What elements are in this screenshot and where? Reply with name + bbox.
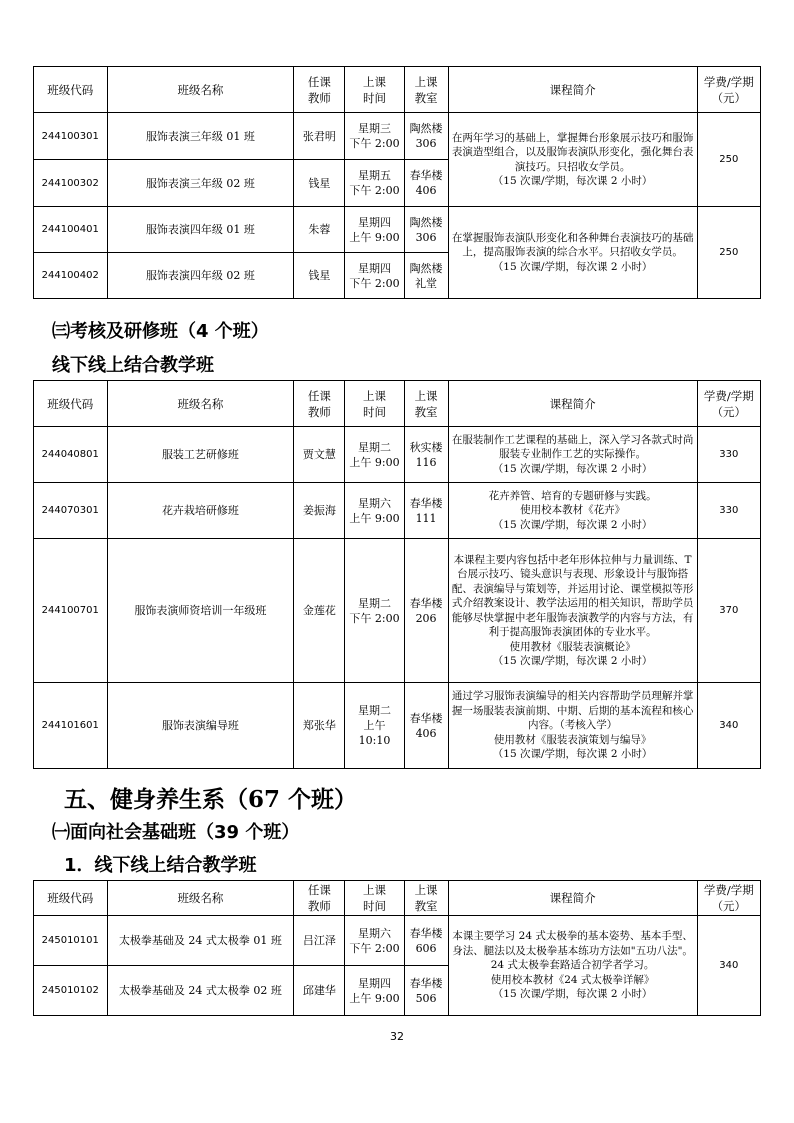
class-code: 244100302 bbox=[34, 160, 108, 207]
table-row bbox=[34, 113, 761, 160]
teacher: 金莲花 bbox=[294, 539, 345, 683]
classroom: 陶然楼 306 bbox=[404, 113, 448, 160]
class-code: 244100701 bbox=[34, 539, 108, 683]
classroom: 春华楼 206 bbox=[404, 539, 448, 683]
header-fee: 学费/学期 （元） bbox=[697, 881, 760, 916]
header-class-code: 班级代码 bbox=[34, 881, 108, 916]
header-room: 上课 教室 bbox=[404, 67, 448, 113]
table-row bbox=[34, 539, 761, 683]
class-code: 245010102 bbox=[34, 966, 108, 1016]
class-name: 服装工艺研修班 bbox=[107, 427, 294, 483]
section-heading-assessment: ㈢考核及研修班（4 个班） bbox=[52, 321, 269, 342]
class-code: 244070301 bbox=[34, 483, 108, 539]
teacher: 邱建华 bbox=[294, 966, 345, 1016]
class-time: 星期六 下午 2:00 bbox=[345, 916, 404, 966]
header-teacher: 任课 教师 bbox=[294, 881, 345, 916]
classroom: 春华楼 406 bbox=[404, 160, 448, 207]
header-class-name: 班级名称 bbox=[107, 67, 294, 113]
tuition-fee: 340 bbox=[697, 683, 760, 769]
classroom: 陶然楼 礼堂 bbox=[404, 253, 448, 299]
class-time: 星期二 上午 9:00 bbox=[345, 427, 404, 483]
classroom: 春华楼 406 bbox=[404, 683, 448, 769]
header-teacher: 任课 教师 bbox=[294, 381, 345, 427]
schedule-table-taichi bbox=[33, 880, 761, 1016]
course-description: 本课主要学习 24 式太极拳的基本姿势、基本手型、身法、腿法以及太极拳基本练功方法如"五功八法"。24 式太极拳套路适合初学者学习。 使用校本教材《24 式太极拳详解》 （15 次课/学期，每次课 2 小时） bbox=[448, 916, 697, 1016]
tuition-fee: 370 bbox=[697, 539, 760, 683]
header-room: 上课 教室 bbox=[404, 881, 448, 916]
header-class-name: 班级名称 bbox=[107, 881, 294, 916]
class-code: 244101601 bbox=[34, 683, 108, 769]
class-time: 星期二 上午 10:10 bbox=[345, 683, 404, 769]
tuition-fee: 330 bbox=[697, 427, 760, 483]
class-code: 245010101 bbox=[34, 916, 108, 966]
header-class-code: 班级代码 bbox=[34, 67, 108, 113]
table-row bbox=[34, 483, 761, 539]
subsection-heading-blended: 线下线上结合教学班 bbox=[52, 355, 214, 376]
class-code: 244100401 bbox=[34, 207, 108, 253]
header-room: 上课 教室 bbox=[404, 381, 448, 427]
class-name: 服饰表演师资培训一年级班 bbox=[107, 539, 294, 683]
class-time: 星期二 下午 2:00 bbox=[345, 539, 404, 683]
table-header-row bbox=[34, 881, 761, 916]
classroom: 春华楼 606 bbox=[404, 916, 448, 966]
class-name: 花卉栽培研修班 bbox=[107, 483, 294, 539]
table-row bbox=[34, 916, 761, 966]
teacher: 钱星 bbox=[294, 160, 345, 207]
header-description: 课程简介 bbox=[448, 67, 697, 113]
header-teacher: 任课 教师 bbox=[294, 67, 345, 113]
header-fee: 学费/学期 （元） bbox=[697, 67, 760, 113]
class-name: 服饰表演三年级 02 班 bbox=[107, 160, 294, 207]
table-row bbox=[34, 207, 761, 253]
schedule-table-fashion bbox=[33, 66, 761, 299]
class-time: 星期六 上午 9:00 bbox=[345, 483, 404, 539]
course-description: 在服装制作工艺课程的基础上，深入学习各款式时尚服装专业制作工艺的实际操作。 （15 次课/学期，每次课 2 小时） bbox=[448, 427, 697, 483]
tuition-fee: 250 bbox=[697, 207, 760, 299]
section-heading-fitness: 五、健身养生系（67 个班） bbox=[64, 786, 358, 813]
table-row bbox=[34, 683, 761, 769]
header-class-name: 班级名称 bbox=[107, 381, 294, 427]
class-name: 服饰表演四年级 02 班 bbox=[107, 253, 294, 299]
class-name: 太极拳基础及 24 式太极拳 02 班 bbox=[107, 966, 294, 1016]
tuition-fee: 330 bbox=[697, 483, 760, 539]
teacher: 吕江泽 bbox=[294, 916, 345, 966]
class-name: 服饰表演三年级 01 班 bbox=[107, 113, 294, 160]
course-description: 在两年学习的基础上，掌握舞台形象展示技巧和服饰表演造型组合，以及服饰表演队形变化，强化舞台表演技巧。只招收女学员。 （15 次课/学期，每次课 2 小时） bbox=[448, 113, 697, 207]
header-fee: 学费/学期 （元） bbox=[697, 381, 760, 427]
classroom: 春华楼 111 bbox=[404, 483, 448, 539]
subsection-heading-basic: ㈠面向社会基础班（39 个班） bbox=[52, 822, 300, 843]
class-code: 244100402 bbox=[34, 253, 108, 299]
header-description: 课程简介 bbox=[448, 881, 697, 916]
class-time: 星期三 下午 2:00 bbox=[345, 113, 404, 160]
header-description: 课程简介 bbox=[448, 381, 697, 427]
teacher: 钱星 bbox=[294, 253, 345, 299]
classroom: 春华楼 506 bbox=[404, 966, 448, 1016]
tuition-fee: 340 bbox=[697, 916, 760, 1016]
classroom: 秋实楼 116 bbox=[404, 427, 448, 483]
tuition-fee: 250 bbox=[697, 113, 760, 207]
class-time: 星期五 下午 2:00 bbox=[345, 160, 404, 207]
teacher: 贾文慧 bbox=[294, 427, 345, 483]
header-time: 上课 时间 bbox=[345, 381, 404, 427]
teacher: 张君明 bbox=[294, 113, 345, 160]
table-header-row bbox=[34, 381, 761, 427]
header-time: 上课 时间 bbox=[345, 881, 404, 916]
header-time: 上课 时间 bbox=[345, 67, 404, 113]
class-code: 244040801 bbox=[34, 427, 108, 483]
class-name: 太极拳基础及 24 式太极拳 01 班 bbox=[107, 916, 294, 966]
teacher: 姜振海 bbox=[294, 483, 345, 539]
class-time: 星期四 上午 9:00 bbox=[345, 207, 404, 253]
teacher: 郑张华 bbox=[294, 683, 345, 769]
class-time: 星期四 下午 2:00 bbox=[345, 253, 404, 299]
course-description: 本课程主要内容包括中老年形体拉伸与力量训练、T 台展示技巧、镜头意识与表现、形象设计与服饰搭配、表演编导与策划等，并运用讨论、课堂模拟等形式介绍教案设计、教学法运用的相关知识，帮助学员能够尽快掌握中老年服饰表演教学的内容与方法，有利于提高服饰表演团体的专业水平。 使用教材《服装表演概论》 （15 次课/学期，每次课 2 小时） bbox=[448, 539, 697, 683]
class-name: 服饰表演编导班 bbox=[107, 683, 294, 769]
header-class-code: 班级代码 bbox=[34, 381, 108, 427]
page-number: 32 bbox=[390, 1030, 404, 1043]
classroom: 陶然楼 306 bbox=[404, 207, 448, 253]
class-code: 244100301 bbox=[34, 113, 108, 160]
table-row bbox=[34, 427, 761, 483]
course-description: 通过学习服饰表演编导的相关内容帮助学员理解并掌握一场服装表演前期、中期、后期的基本流程和核心内容。（考核入学） 使用教材《服装表演策划与编导》 （15 次课/学期，每次课 2 小时） bbox=[448, 683, 697, 769]
class-time: 星期四 上午 9:00 bbox=[345, 966, 404, 1016]
teacher: 朱蓉 bbox=[294, 207, 345, 253]
course-description: 花卉养管、培育的专题研修与实践。 使用校本教材《花卉》 （15 次课/学期，每次课 2 小时） bbox=[448, 483, 697, 539]
table-header-row bbox=[34, 67, 761, 113]
schedule-table-advanced bbox=[33, 380, 761, 769]
class-name: 服饰表演四年级 01 班 bbox=[107, 207, 294, 253]
course-description: 在掌握服饰表演队形变化和各种舞台表演技巧的基础上，提高服饰表演的综合水平。只招收女学员。 （15 次课/学期，每次课 2 小时） bbox=[448, 207, 697, 299]
subsubsection-heading-blended: 1．线下线上结合教学班 bbox=[64, 855, 257, 876]
